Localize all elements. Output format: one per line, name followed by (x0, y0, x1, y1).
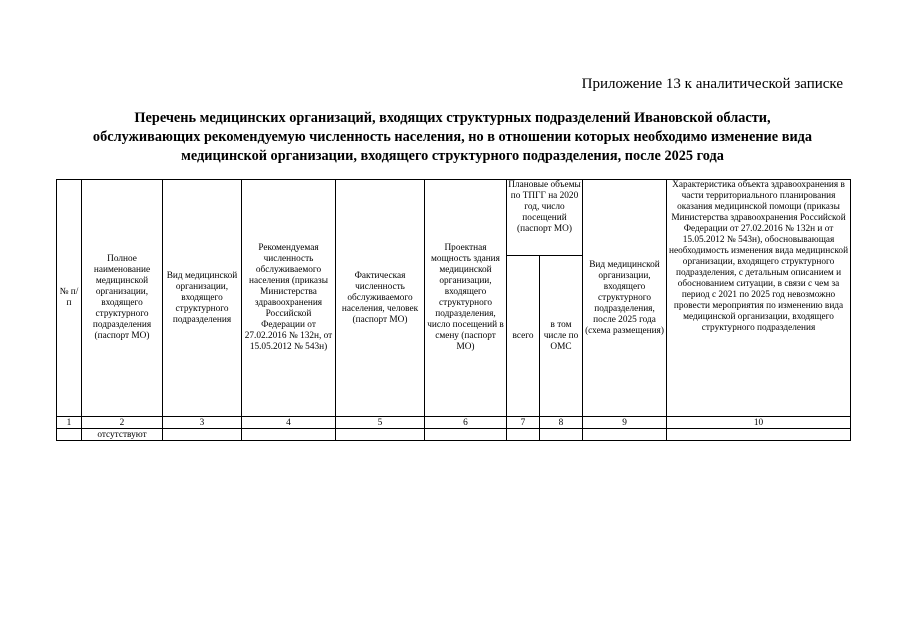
header-capacity: Проектная мощность здания медицинской организации, входящего структурного подразделения, число посещений в смену (паспорт МО) (425, 180, 507, 417)
cell-recommended (242, 429, 336, 441)
column-number: 5 (336, 417, 425, 429)
cell-name: отсутствуют (82, 429, 163, 441)
column-number: 1 (57, 417, 82, 429)
cell-planned-oms (540, 429, 583, 441)
header-planned-total: всего (507, 256, 540, 417)
header-planned-volumes: Плановые объемы по ТПГГ на 2020 год, число посещений (паспорт МО) (507, 180, 583, 256)
appendix-label: Приложение 13 к аналитической записке (581, 76, 843, 92)
column-number: 3 (163, 417, 242, 429)
organizations-table (56, 179, 851, 441)
header-num: № п/п (57, 180, 82, 417)
header-type-after-2025: Вид медицинской организации, входящего структурного подразделения, после 2025 года (схема размещения) (583, 180, 667, 417)
header-actual-population: Фактическая численность обслуживаемого населения, человек (паспорт МО) (336, 180, 425, 417)
column-number: 8 (540, 417, 583, 429)
table-row (57, 429, 851, 441)
column-number: 9 (583, 417, 667, 429)
cell-planned-total (507, 429, 540, 441)
cell-capacity (425, 429, 507, 441)
header-characteristic: Характеристика объекта здравоохранения в части территориального планирования оказания медицинской помощи (приказы Министерства здравоохранения Российской Федерации от 27.02.2016 № 132н и от 15.05.2012 № 543н), обосновывающая необходимость изменения вида медицинской организации, входящего структурного подразделения, с детальным описанием и обоснованием ситуации, в связи с чем за период с 2021 по 2025 год невозможно провести мероприятия по изменению вида медицинской организации, входящего структурного подразделения (667, 180, 851, 417)
document-title (40, 109, 865, 166)
cell-type (163, 429, 242, 441)
header-type: Вид медицинской организации, входящего структурного подразделения (163, 180, 242, 417)
title-line-2: обслуживающих рекомендуемую численность населения, но в отношении которых необходимо изменение вида (92, 129, 813, 145)
cell-num (57, 429, 82, 441)
header-row-1 (57, 180, 851, 256)
header-planned-oms: в том числе по ОМС (540, 256, 583, 417)
column-numbers-row (57, 417, 851, 429)
column-number: 7 (507, 417, 540, 429)
header-recommended-population: Рекомендуемая численность обслуживаемого населения (приказы Министерства здравоохранения Российской Федерации от 27.02.2016 № 132н, от 15.05.2012 № 543н) (242, 180, 336, 417)
header-name: Полное наименование медицинской организации, входящего структурного подразделения (паспорт МО) (82, 180, 163, 417)
column-number: 2 (82, 417, 163, 429)
cell-characteristic (667, 429, 851, 441)
column-number: 10 (667, 417, 851, 429)
cell-actual (336, 429, 425, 441)
title-line-3: медицинской организации, входящего структурного подразделения, после 2025 года (181, 148, 724, 164)
title-line-1: Перечень медицинских организаций, входящих структурных подразделений Ивановской области, (134, 110, 771, 126)
column-number: 6 (425, 417, 507, 429)
column-number: 4 (242, 417, 336, 429)
cell-type-after (583, 429, 667, 441)
